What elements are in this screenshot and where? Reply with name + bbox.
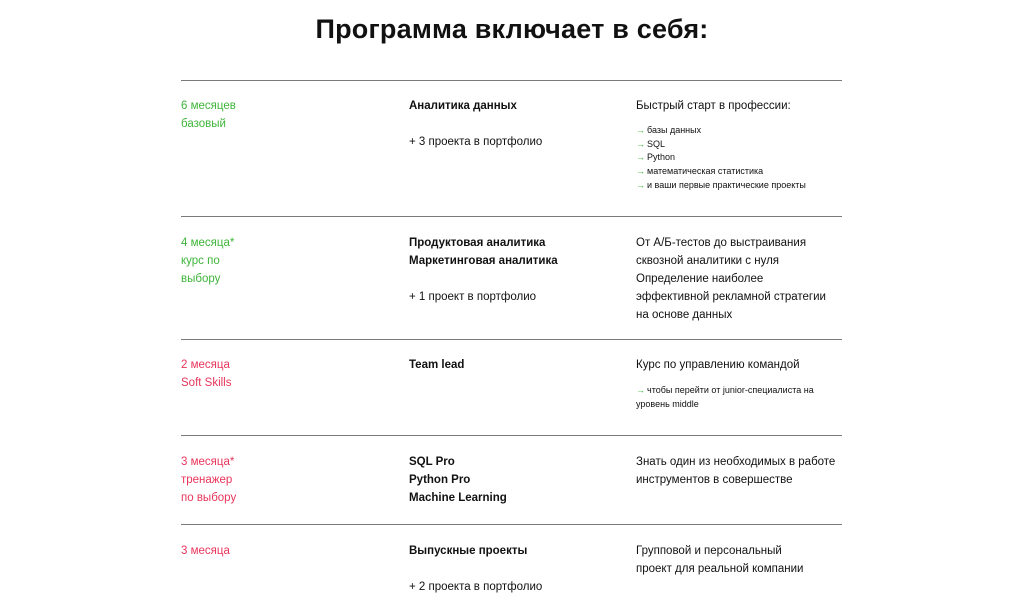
arrow-icon: → (636, 152, 645, 163)
description-cell (636, 234, 851, 324)
course-name: Выпускные проекты (409, 545, 528, 557)
bullet-item: → и ваши первые практические проекты (636, 179, 806, 190)
divider (181, 339, 842, 340)
divider (181, 435, 842, 436)
page-title: Программа включает в себя: (315, 14, 709, 44)
duration-cell (181, 97, 381, 133)
description-line: инструментов в совершестве (636, 474, 793, 486)
arrow-icon: → (636, 385, 645, 395)
duration-cell (181, 453, 381, 507)
description-cell (636, 97, 851, 193)
duration-line: тренажер (181, 474, 233, 486)
arrow-icon: → (636, 179, 645, 190)
portfolio-projects: + 2 проекта в портфолио (409, 581, 543, 593)
course-name: Аналитика данных (409, 100, 517, 112)
duration-line: 4 месяца* (181, 237, 235, 249)
course-cell (409, 234, 619, 306)
description-line: Определение наиболее (636, 273, 764, 285)
arrow-icon: → (636, 138, 645, 149)
description-line: От А/Б-тестов до выстраивания (636, 237, 807, 249)
description-line: Знать один из необходимых в работе (636, 456, 836, 468)
bullet-item: → математическая статистика (636, 166, 764, 177)
divider (181, 216, 842, 217)
description-cell (636, 356, 851, 411)
duration-cell (181, 356, 381, 392)
description-note (636, 383, 851, 411)
course-name: SQL Pro (409, 456, 455, 468)
bullet-item: → Python (636, 152, 676, 163)
divider (181, 80, 842, 81)
duration-line: базовый (181, 118, 226, 130)
bullet-item: → базы данных (636, 125, 702, 135)
duration-cell (181, 234, 381, 288)
course-cell (409, 542, 619, 596)
portfolio-projects: + 1 проект в портфолио (409, 291, 537, 303)
divider (181, 524, 842, 525)
note-line: уровень middle (636, 399, 699, 409)
note-line: чтобы перейти от junior-специалиста на (647, 385, 814, 395)
course-cell (409, 97, 619, 151)
description-line: на основе данных (636, 309, 733, 321)
duration-line: 3 месяца (181, 545, 230, 557)
course-cell (409, 356, 619, 374)
description-line: Курс по управлению командой (636, 359, 800, 371)
portfolio-projects: + 3 проекта в портфолио (409, 136, 543, 148)
duration-line: выбору (181, 273, 221, 285)
course-name: Маркетинговая аналитика (409, 255, 558, 267)
description-cell (636, 453, 851, 489)
course-name: Team lead (409, 359, 465, 371)
duration-line: 2 месяца (181, 359, 230, 371)
description-line: Быстрый старт в профессии: (636, 100, 791, 112)
description-line: Групповой и персональный (636, 545, 782, 557)
duration-line: 6 месяцев (181, 100, 236, 112)
description-line: сквозной аналитики с нуля (636, 255, 780, 267)
course-name: Продуктовая аналитика (409, 237, 546, 249)
course-cell (409, 453, 619, 507)
duration-cell (181, 542, 381, 560)
description-line: проект для реальной компании (636, 563, 804, 575)
bullet-list (636, 124, 851, 193)
description-cell (636, 542, 851, 578)
duration-line: 3 месяца* (181, 456, 235, 468)
bullet-item: → SQL (636, 138, 666, 149)
duration-line: по выбору (181, 492, 237, 504)
course-name: Machine Learning (409, 492, 507, 504)
course-name: Python Pro (409, 474, 471, 486)
duration-line: Soft Skills (181, 377, 232, 389)
arrow-icon: → (636, 166, 645, 177)
arrow-icon: → (636, 125, 645, 135)
description-line: эффективной рекламной стратегии (636, 291, 826, 303)
duration-line: курс по (181, 255, 220, 267)
